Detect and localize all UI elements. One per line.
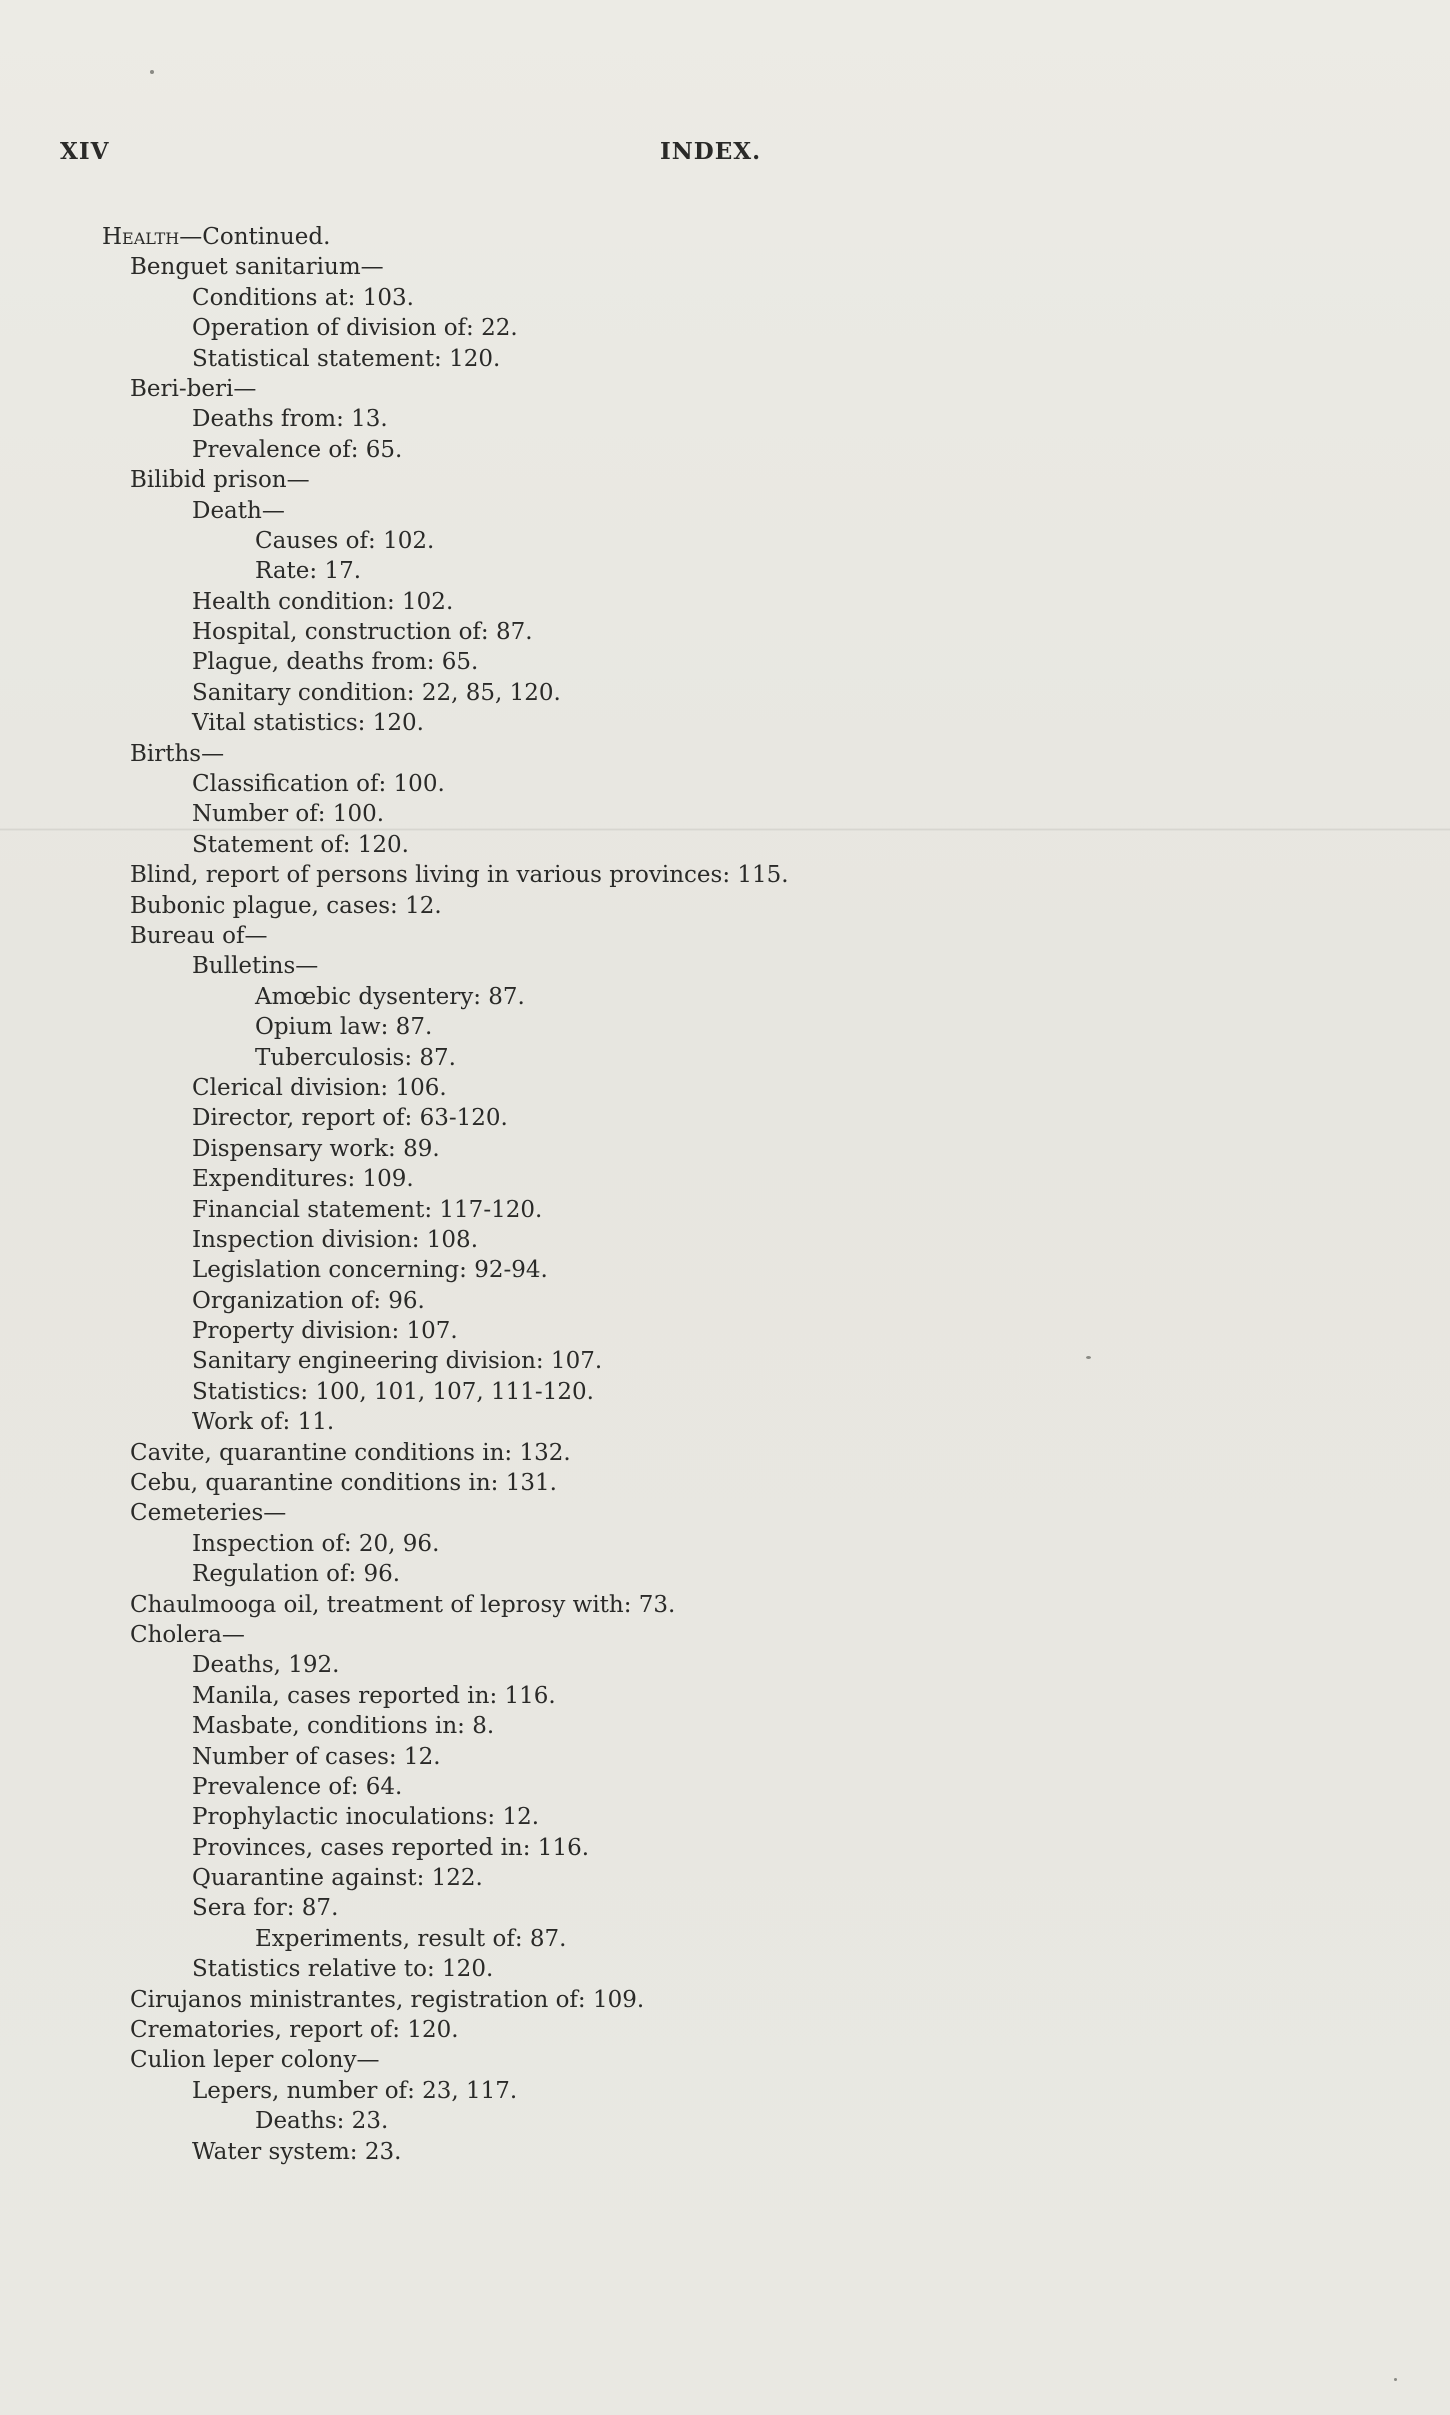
- index-entry: [102, 222, 1352, 252]
- index-entry-text: Crematories, report of: 120.: [130, 2017, 459, 2044]
- index-entry: [102, 1742, 1352, 1772]
- index-entry: [102, 2106, 1352, 2136]
- index-entry-text: Statement of: 120.: [192, 831, 409, 858]
- index-entry: [102, 647, 1352, 677]
- index-entry: [102, 556, 1352, 586]
- index-entry: [102, 1164, 1352, 1194]
- index-entry-text: Classification of: 100.: [192, 771, 445, 798]
- index-entry: [102, 1438, 1352, 1468]
- index-entry: [102, 1012, 1352, 1042]
- index-entry-text: Blind, report of persons living in various provinces: 115.: [130, 862, 789, 889]
- index-entry-text: Dispensary work: 89.: [192, 1135, 440, 1162]
- page-number: XIV: [60, 138, 110, 165]
- index-entry: [102, 1255, 1352, 1285]
- index-entry-text: Inspection of: 20, 96.: [192, 1530, 440, 1557]
- index-entry-text: Prevalence of: 64.: [192, 1773, 403, 1800]
- index-entry: [102, 435, 1352, 465]
- index-entry: [102, 678, 1352, 708]
- index-entry-text: Property division: 107.: [192, 1318, 458, 1345]
- index-entry: [102, 374, 1352, 404]
- index-entry: [102, 1590, 1352, 1620]
- index-entry-text: Expenditures: 109.: [192, 1166, 414, 1193]
- index-entry: [102, 982, 1352, 1012]
- index-list: [102, 222, 1352, 2167]
- index-heading-continued: —Continued.: [179, 224, 331, 250]
- index-entry-text: Culion leper colony—: [130, 2047, 380, 2074]
- index-entry: [102, 1863, 1352, 1893]
- index-entry-text: Statistical statement: 120.: [192, 345, 501, 372]
- index-entry: [102, 1772, 1352, 1802]
- index-entry: [102, 1377, 1352, 1407]
- index-entry-text: Death—: [192, 497, 285, 524]
- index-entry-text: Prophylactic inoculations: 12.: [192, 1804, 540, 1831]
- index-entry: [102, 2045, 1352, 2075]
- index-heading: Health: [102, 224, 180, 250]
- index-entry: [102, 860, 1352, 890]
- index-entry-text: Sanitary engineering division: 107.: [192, 1348, 603, 1375]
- index-entry: [102, 1316, 1352, 1346]
- index-entry: [102, 1559, 1352, 1589]
- index-entry: [102, 404, 1352, 434]
- index-entry: [102, 951, 1352, 981]
- index-entry: [102, 1134, 1352, 1164]
- index-entry: [102, 617, 1352, 647]
- index-entry-text: Cavite, quarantine conditions in: 132.: [130, 1439, 571, 1466]
- index-entry-text: Legislation concerning: 92-94.: [192, 1257, 548, 1284]
- index-entry-text: Tuberculosis: 87.: [255, 1044, 456, 1071]
- index-entry: [102, 2137, 1352, 2167]
- paper-speck: [1394, 2378, 1397, 2381]
- index-entry-text: Deaths, 192.: [192, 1652, 340, 1679]
- index-entry: [102, 1073, 1352, 1103]
- index-entry: [102, 1650, 1352, 1680]
- index-entry-text: Experiments, result of: 87.: [255, 1925, 567, 1952]
- index-entry: [102, 739, 1352, 769]
- index-entry: [102, 313, 1352, 343]
- index-entry: [102, 1498, 1352, 1528]
- index-entry-text: Bureau of—: [130, 922, 268, 949]
- index-entry: [102, 1924, 1352, 1954]
- index-entry-text: Amœbic dysentery: 87.: [255, 983, 525, 1010]
- index-entry-text: Provinces, cases reported in: 116.: [192, 1834, 590, 1861]
- index-entry: [102, 587, 1352, 617]
- index-entry-text: Plague, deaths from: 65.: [192, 649, 479, 676]
- index-entry-text: Regulation of: 96.: [192, 1561, 401, 1588]
- index-entry-text: Quarantine against: 122.: [192, 1865, 483, 1892]
- index-entry-text: Prevalence of: 65.: [192, 436, 403, 463]
- index-entry-text: Vital statistics: 120.: [192, 710, 424, 737]
- index-entry-text: Bulletins—: [192, 953, 319, 980]
- index-entry: [102, 1985, 1352, 2015]
- index-entry: [102, 1195, 1352, 1225]
- index-entry: [102, 1225, 1352, 1255]
- index-entry: [102, 2015, 1352, 2045]
- index-entry-text: Benguet sanitarium—: [130, 254, 384, 281]
- index-entry-text: Clerical division: 106.: [192, 1074, 447, 1101]
- index-entry-text: Number of: 100.: [192, 801, 385, 828]
- index-entry-text: Rate: 17.: [255, 558, 362, 585]
- index-entry: [102, 496, 1352, 526]
- index-entry-text: Work of: 11.: [192, 1409, 335, 1436]
- index-entry: [102, 1833, 1352, 1863]
- index-entry: [102, 283, 1352, 313]
- index-entry-text: Conditions at: 103.: [192, 284, 414, 311]
- index-entry: [102, 1711, 1352, 1741]
- index-entry-text: Health condition: 102.: [192, 588, 454, 615]
- index-entry-text: Beri-beri—: [130, 375, 257, 402]
- index-entry: [102, 1468, 1352, 1498]
- index-entry: [102, 708, 1352, 738]
- index-entry: [102, 830, 1352, 860]
- index-entry: [102, 1802, 1352, 1832]
- index-entry-text: Director, report of: 63-120.: [192, 1105, 508, 1132]
- index-entry-text: Lepers, number of: 23, 117.: [192, 2077, 518, 2104]
- index-entry: [102, 1529, 1352, 1559]
- index-entry: [102, 252, 1352, 282]
- index-entry-text: Financial statement: 117-120.: [192, 1196, 543, 1223]
- index-entry-text: Chaulmooga oil, treatment of leprosy with: 73.: [130, 1591, 676, 1618]
- index-entry-text: Causes of: 102.: [255, 527, 435, 554]
- index-entry-text: Water system: 23.: [192, 2138, 402, 2165]
- index-entry: [102, 526, 1352, 556]
- index-entry-text: Masbate, conditions in: 8.: [192, 1713, 495, 1740]
- index-entry: [102, 1893, 1352, 1923]
- index-entry: [102, 769, 1352, 799]
- index-entry-text: Statistics relative to: 120.: [192, 1956, 494, 1983]
- index-entry-text: Operation of division of: 22.: [192, 315, 518, 342]
- index-entry-text: Cebu, quarantine conditions in: 131.: [130, 1470, 557, 1497]
- index-entry-text: Cholera—: [130, 1621, 245, 1648]
- index-entry: [102, 1346, 1352, 1376]
- index-entry-text: Sera for: 87.: [192, 1895, 339, 1922]
- running-title: INDEX.: [660, 138, 762, 165]
- index-entry-text: Bilibid prison—: [130, 467, 310, 494]
- index-entry-text: Organization of: 96.: [192, 1287, 425, 1314]
- index-entry: [102, 1286, 1352, 1316]
- index-entry-text: Sanitary condition: 22, 85, 120.: [192, 679, 561, 706]
- index-entry-text: Births—: [130, 740, 225, 767]
- index-entry: [102, 344, 1352, 374]
- index-entry: [102, 1407, 1352, 1437]
- index-entry-text: Cemeteries—: [130, 1500, 287, 1527]
- index-entry-text: Inspection division: 108.: [192, 1226, 479, 1253]
- index-entry: [102, 891, 1352, 921]
- index-entry-text: Hospital, construction of: 87.: [192, 619, 533, 646]
- index-entry-text: Bubonic plague, cases: 12.: [130, 892, 442, 919]
- index-entry: [102, 1681, 1352, 1711]
- index-entry: [102, 799, 1352, 829]
- index-entry-text: Number of cases: 12.: [192, 1743, 441, 1770]
- index-entry: [102, 1954, 1352, 1984]
- index-entry-text: Opium law: 87.: [255, 1014, 433, 1041]
- index-entry-text: Deaths: 23.: [255, 2108, 389, 2135]
- index-entry: [102, 465, 1352, 495]
- paper-speck: [150, 70, 154, 74]
- index-entry: [102, 1103, 1352, 1133]
- page-header: [60, 138, 1390, 178]
- index-entry-text: Deaths from: 13.: [192, 406, 388, 433]
- index-entry: [102, 2076, 1352, 2106]
- index-entry: [102, 1043, 1352, 1073]
- index-entry: [102, 921, 1352, 951]
- index-entry-text: Statistics: 100, 101, 107, 111-120.: [192, 1378, 594, 1405]
- index-entry-text: Cirujanos ministrantes, registration of: 109.: [130, 1986, 645, 2013]
- index-entry: [102, 1620, 1352, 1650]
- index-entry-text: Manila, cases reported in: 116.: [192, 1682, 556, 1709]
